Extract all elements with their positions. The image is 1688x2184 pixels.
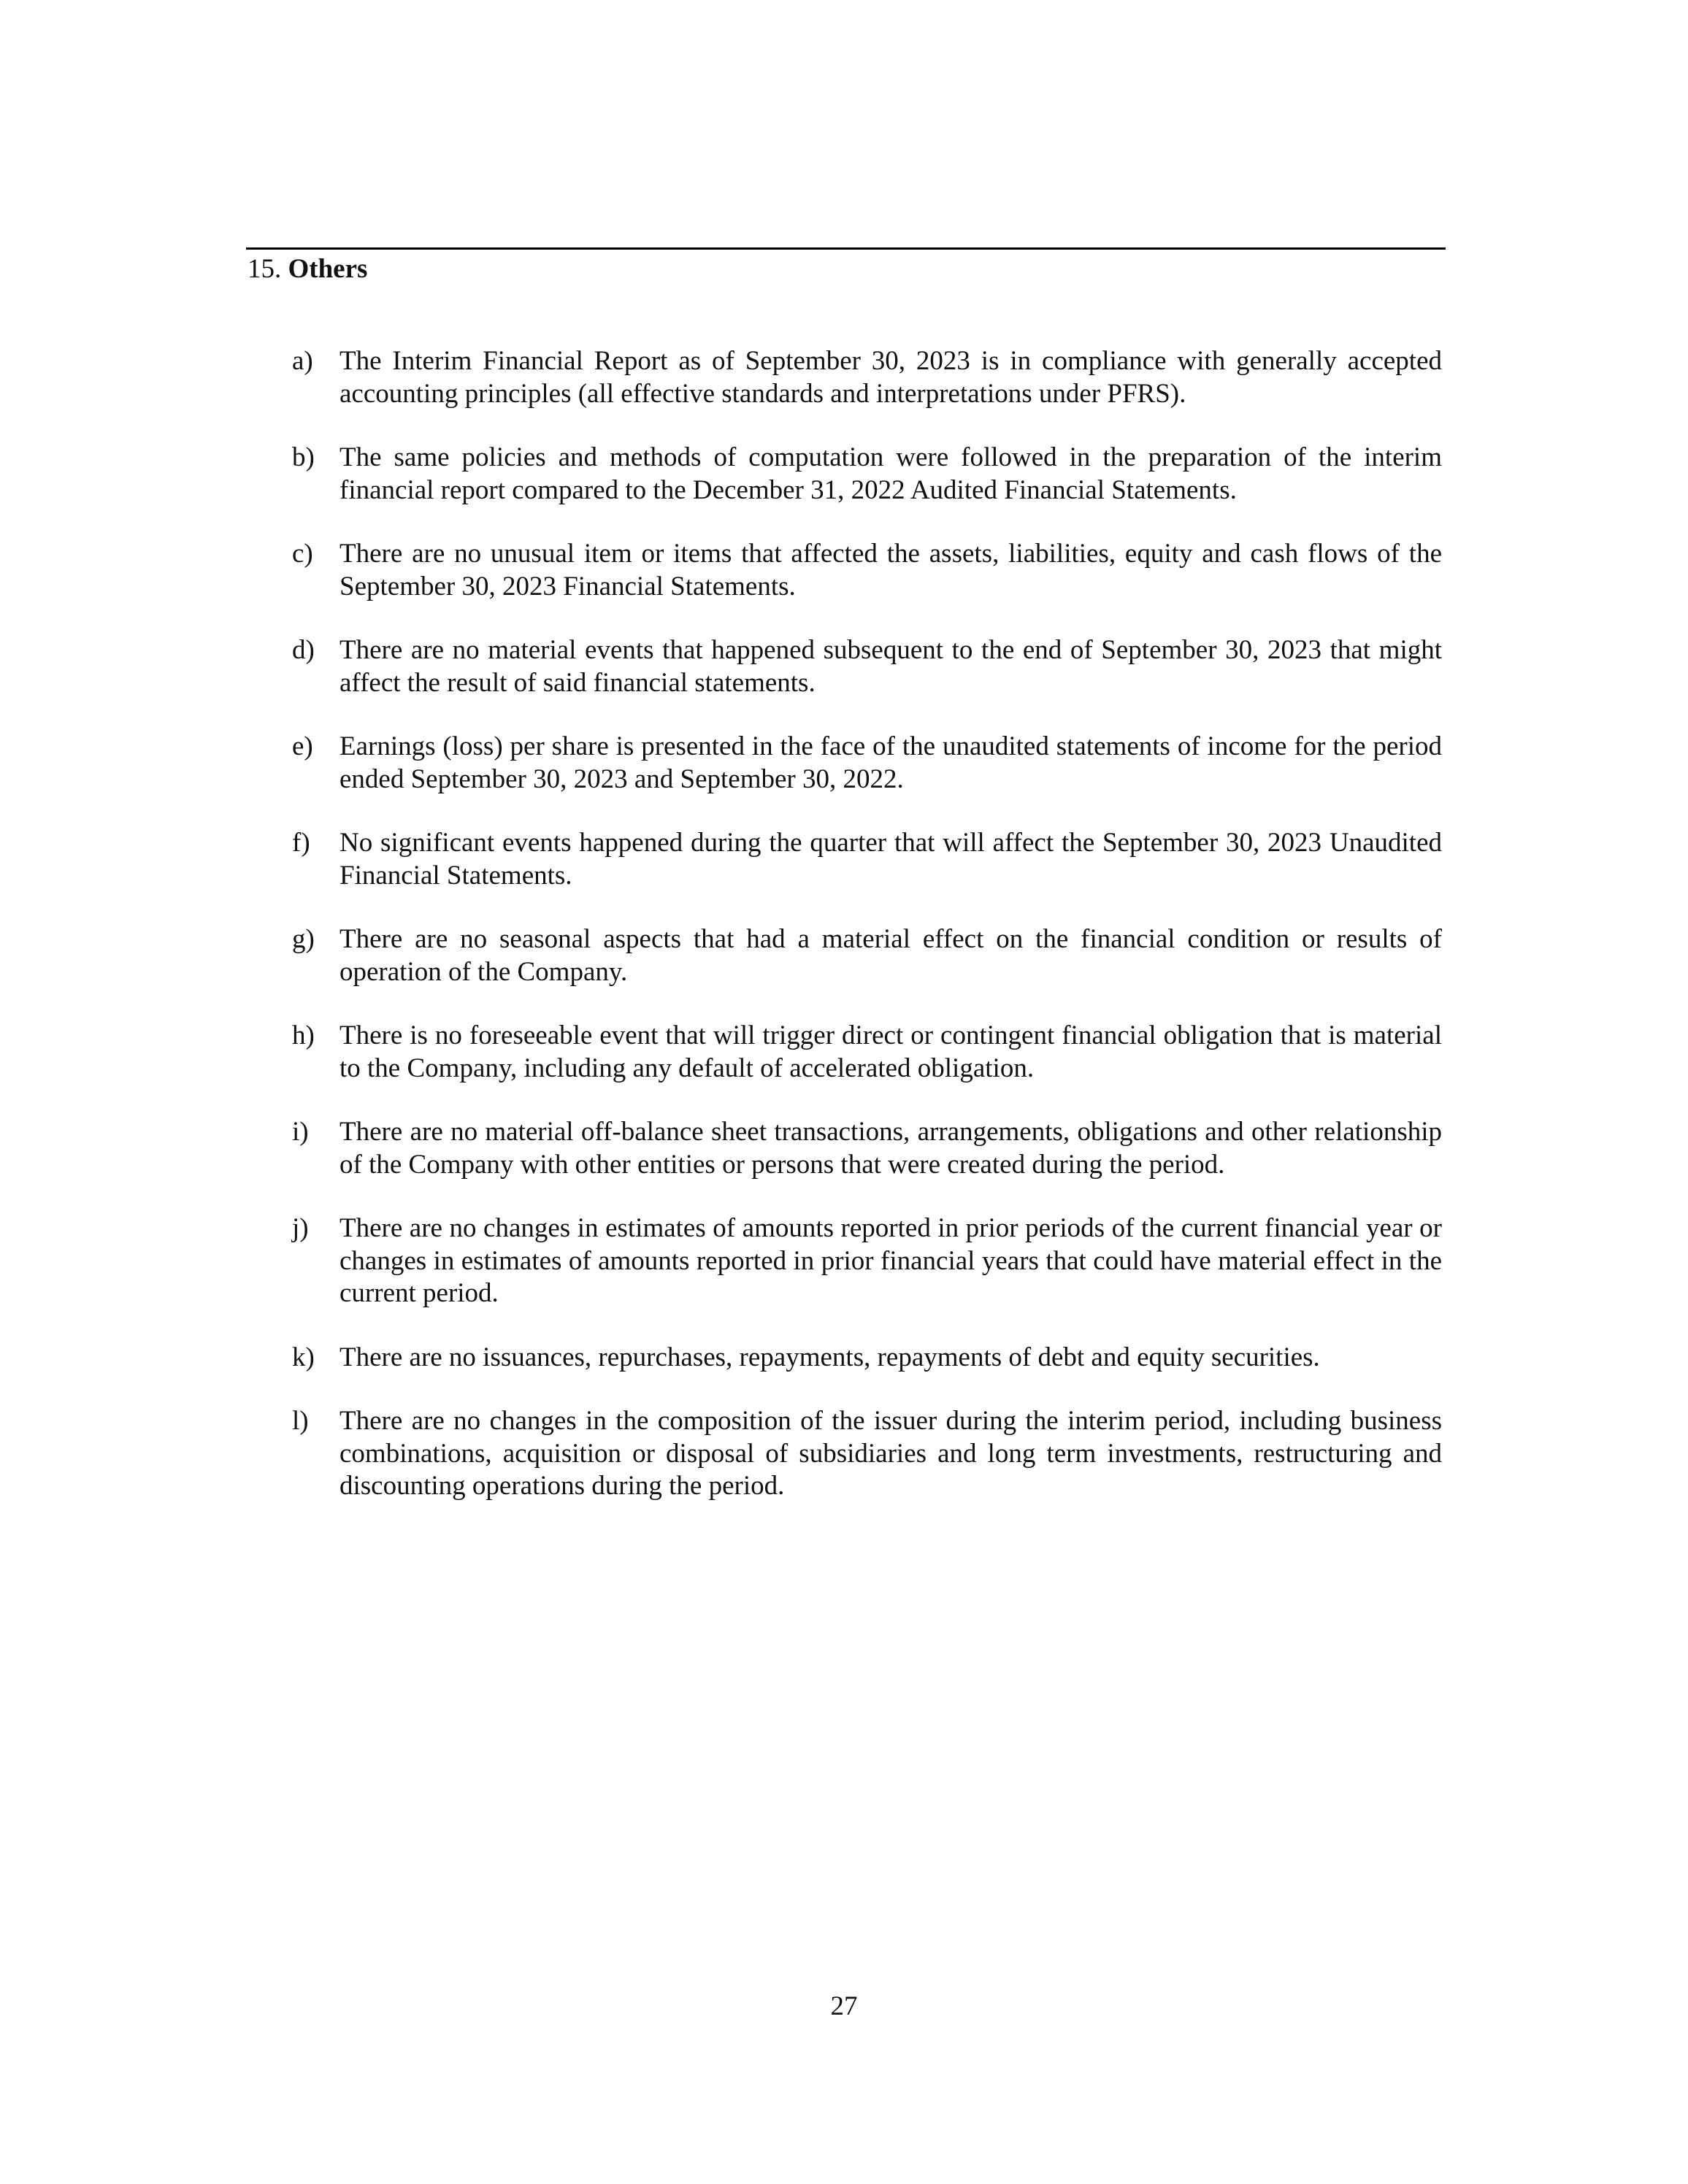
list-item bbox=[292, 1020, 1442, 1085]
list-item bbox=[292, 731, 1442, 796]
list-item-text: The Interim Financial Report as of September 30, 2023 is in compliance with generally accepted accounting principles (all effective standards and interpretations under PFRS). bbox=[339, 346, 1442, 409]
list-item-text: There are no material off-balance sheet transactions, arrangements, obligations and other relationship of the Company with other entities or persons that were created during the period. bbox=[339, 1117, 1442, 1180]
list-item bbox=[292, 345, 1442, 410]
list-item bbox=[292, 634, 1442, 699]
list-item-text: The same policies and methods of computation were followed in the preparation of the interim financial report compared to the December 31, 2022 Audited Financial Statements. bbox=[339, 442, 1442, 505]
list-item bbox=[292, 538, 1442, 603]
list-item bbox=[292, 1212, 1442, 1310]
list-item-text: There are no issuances, repurchases, repayments, repayments of debt and equity securities. bbox=[339, 1342, 1320, 1372]
list-item-text: There are no material events that happened subsequent to the end of September 30, 2023 that might affect the result of said financial statements. bbox=[339, 635, 1442, 698]
list-item-text: There are no changes in the composition of the issuer during the interim period, including business combinations, acquisition or disposal of subsidiaries and long term investments, restructuring and discounting operations during the period. bbox=[339, 1406, 1442, 1501]
list-item-marker: k) bbox=[292, 1342, 315, 1372]
list-item-text: Earnings (loss) per share is presented in the face of the unaudited statements of income for the period ended September 30, 2023 and September 30, 2022. bbox=[339, 731, 1442, 794]
list-item-marker: c) bbox=[292, 539, 313, 569]
section-title: Others bbox=[288, 254, 368, 284]
list-item-marker: f) bbox=[292, 828, 310, 858]
list-item-text: No significant events happened during the quarter that will affect the September 30, 2023 Unaudited Financial Statements. bbox=[339, 828, 1442, 891]
list-item bbox=[292, 1342, 1442, 1374]
section-number: 15. bbox=[248, 254, 282, 284]
list-item bbox=[292, 827, 1442, 892]
list-item bbox=[292, 1405, 1442, 1503]
list-item-marker: d) bbox=[292, 635, 315, 665]
list-item-marker: l) bbox=[292, 1406, 309, 1436]
page-number: 27 bbox=[830, 1991, 858, 2021]
list-item-marker: h) bbox=[292, 1020, 315, 1050]
list-item-marker: i) bbox=[292, 1117, 309, 1147]
section-divider bbox=[246, 247, 1446, 250]
list-item bbox=[292, 1116, 1442, 1181]
list-item bbox=[292, 442, 1442, 507]
list-item-marker: a) bbox=[292, 346, 313, 376]
list-item-marker: j) bbox=[292, 1213, 309, 1243]
disclosure-list bbox=[292, 345, 1442, 1534]
list-item-text: There are no changes in estimates of amounts reported in prior periods of the current financial year or changes in estimates of amounts reported in prior financial years that could have material effect in the current period. bbox=[339, 1213, 1442, 1308]
list-item-marker: e) bbox=[292, 731, 313, 761]
list-item-marker: b) bbox=[292, 442, 315, 472]
list-item-marker: g) bbox=[292, 924, 315, 954]
list-item-text: There are no seasonal aspects that had a material effect on the financial condition or results of operation of the Company. bbox=[339, 924, 1442, 987]
section-heading bbox=[248, 253, 367, 285]
list-item-text: There are no unusual item or items that affected the assets, liabilities, equity and cash flows of the September 30, 2023 Financial Statements. bbox=[339, 539, 1442, 601]
list-item bbox=[292, 923, 1442, 988]
list-item-text: There is no foreseeable event that will trigger direct or contingent financial obligation that is material to the Company, including any default of accelerated obligation. bbox=[339, 1020, 1442, 1083]
